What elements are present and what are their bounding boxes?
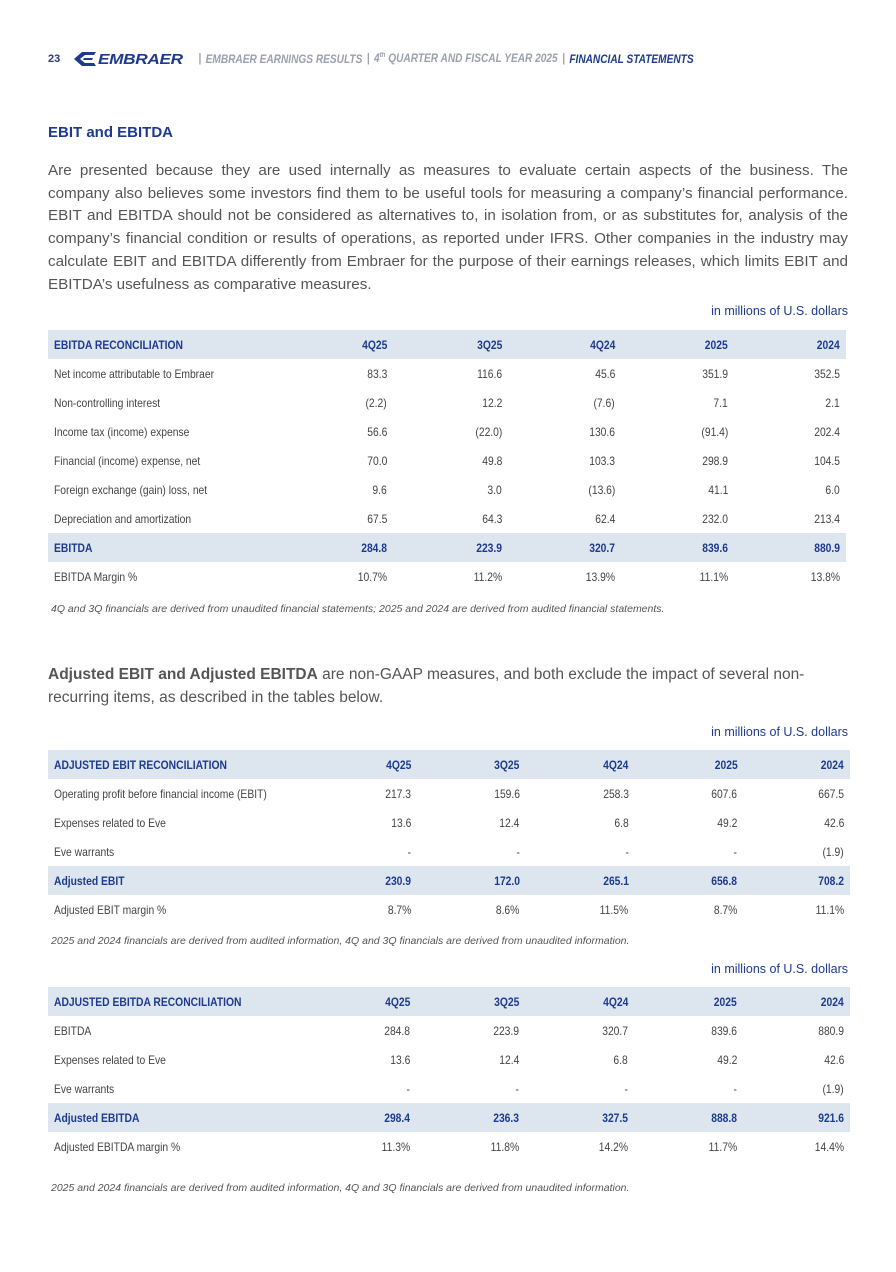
page-number: 23 [48, 53, 61, 65]
ebitda-reconciliation-table [48, 330, 846, 591]
cell-value: 116.6 [476, 366, 502, 381]
cell-value: 11.5% [600, 902, 629, 917]
cell-value: 3Q25 [393, 330, 508, 359]
cell-value: 49.8 [481, 453, 502, 468]
cell-value: 8.7% [387, 902, 412, 917]
embraer-logo-icon [74, 50, 96, 68]
cell-value: 213.4 [814, 511, 840, 526]
table-total-row [48, 533, 846, 562]
row-label: Adjusted EBITDA margin % [54, 1139, 181, 1154]
cell-value: 2025 [621, 330, 734, 359]
page-header [48, 46, 762, 72]
breadcrumb-report: EMBRAER EARNINGS RESULTS [205, 53, 363, 66]
row-label: Eve warrants [54, 844, 115, 859]
cell-value: 104.5 [814, 453, 840, 468]
cell-value: 9.6 [372, 482, 387, 497]
cell-value: - [516, 844, 520, 859]
cell-value: 8.6% [496, 902, 520, 917]
cell-value: (22.0) [475, 424, 502, 439]
cell-value: 2024 [734, 330, 846, 359]
cell-value: 11.1% [699, 569, 728, 584]
cell-value: 839.6 [711, 1023, 737, 1038]
cell-value: 351.9 [702, 366, 728, 381]
cell-value: 64.3 [481, 511, 502, 526]
cell-value: 236.3 [416, 1103, 525, 1132]
row-label: Depreciation and amortization [54, 511, 192, 526]
cell-value: 49.2 [716, 1052, 737, 1067]
units-label: in millions of U.S. dollars [711, 725, 848, 739]
units-label: in millions of U.S. dollars [711, 304, 848, 318]
cell-value: 8.7% [713, 902, 738, 917]
cell-value: 49.2 [717, 815, 738, 830]
cell-value: 62.4 [594, 511, 615, 526]
cell-value: 11.3% [381, 1139, 410, 1154]
cell-value: 217.3 [385, 786, 412, 801]
cell-value: 56.6 [366, 424, 387, 439]
row-label: Expenses related to Eve [54, 1052, 166, 1067]
cell-value: 83.3 [366, 366, 387, 381]
cell-value: 11.8% [490, 1139, 519, 1154]
row-label: EBITDA [48, 533, 283, 562]
units-label: in millions of U.S. dollars [711, 962, 848, 976]
cell-value: (1.9) [822, 1081, 844, 1096]
cell-value: 13.6 [391, 815, 412, 830]
row-label: Non-controlling interest [54, 395, 161, 410]
cell-value: - [515, 1081, 519, 1096]
cell-value: 284.8 [283, 533, 393, 562]
cell-value: 3Q25 [416, 987, 525, 1016]
cell-value: 14.4% [814, 1139, 844, 1154]
cell-value: 103.3 [589, 453, 615, 468]
table-margin-row [48, 895, 850, 924]
table-row [48, 417, 846, 446]
row-label: Eve warrants [54, 1081, 115, 1096]
cell-value: 880.9 [734, 533, 846, 562]
cell-value: (13.6) [588, 482, 615, 497]
table-note: 2025 and 2024 financials are derived from audited information, 4Q and 3Q financials are derived from unaudited information. [51, 1182, 630, 1194]
row-label: Net income attributable to Embraer [54, 366, 215, 381]
breadcrumb-period: 4th QUARTER AND FISCAL YEAR 2025 [373, 52, 558, 66]
row-label: Foreign exchange (gain) loss, net [54, 482, 208, 497]
cell-value: 921.6 [743, 1103, 850, 1132]
cell-value: 3Q25 [417, 750, 526, 779]
table-total-row [48, 1103, 850, 1132]
cell-value: 232.0 [702, 511, 728, 526]
table-note: 2025 and 2024 financials are derived from audited information, 4Q and 3Q financials are derived from unaudited information. [51, 935, 630, 947]
adjusted-ebitda-table [48, 987, 850, 1161]
table-row [48, 359, 846, 388]
cell-value: 3.0 [487, 482, 502, 497]
cell-value: 12.2 [481, 395, 502, 410]
logo-wordmark: EMBRAER [98, 50, 184, 68]
cell-value: - [624, 1081, 628, 1096]
cell-value: - [407, 844, 412, 859]
cell-value: 13.9% [585, 569, 615, 584]
section-paragraph: Are presented because they are used internally as measures to evaluate certain aspects of the business. The company also believes some investors find them to be useful tools for measuring a company’s financial performance. EBIT and EBITDA should not be considered as alternatives to, in isolation from, or as substitutes for, analysis of the company’s financial condition or results of operations, as reported under IFRS. Other companies in the industry may calculate EBIT and EBITDA differently from Embraer for the purpose of their earnings releases, which limits EBIT and EBITDA’s usefulness as comparative measures. [48, 162, 848, 293]
cell-value: 667.5 [818, 786, 844, 801]
cell-value: 258.3 [602, 786, 629, 801]
cell-value: (2.2) [365, 395, 387, 410]
row-label: Operating profit before financial income (EBIT) [54, 786, 267, 801]
cell-value: 4Q25 [283, 330, 393, 359]
adjusted-ebit-table [48, 750, 850, 924]
table-header [48, 987, 850, 1016]
cell-value: 2025 [635, 750, 744, 779]
table-row [48, 1045, 850, 1074]
cell-value: 4Q24 [508, 330, 621, 359]
cell-value: 13.6 [389, 1052, 410, 1067]
cell-value: 130.6 [589, 424, 615, 439]
row-label: Expenses related to Eve [54, 815, 166, 830]
cell-value: 45.6 [594, 366, 615, 381]
cell-value: 7.1 [713, 395, 728, 410]
table-row [48, 1074, 850, 1103]
cell-value: 298.9 [702, 453, 728, 468]
cell-value: 2024 [743, 750, 850, 779]
cell-value: 320.7 [508, 533, 621, 562]
cell-value: 2025 [634, 987, 743, 1016]
cell-value: 352.5 [814, 366, 840, 381]
cell-value: 6.8 [613, 1052, 628, 1067]
cell-value: 656.8 [635, 866, 744, 895]
cell-value: 67.5 [366, 511, 387, 526]
cell-value: 11.1% [815, 902, 844, 917]
cell-value: 223.9 [393, 533, 508, 562]
table-row [48, 504, 846, 533]
table-header [48, 750, 850, 779]
table-total-row [48, 866, 850, 895]
row-label: EBITDA [54, 1023, 92, 1038]
row-label: EBITDA RECONCILIATION [48, 330, 283, 359]
table-row [48, 808, 850, 837]
cell-value: 202.4 [814, 424, 840, 439]
cell-value: 42.6 [823, 1052, 844, 1067]
row-label: ADJUSTED EBIT RECONCILIATION [48, 750, 307, 779]
cell-value: 12.4 [499, 815, 520, 830]
cell-value: 11.2% [473, 569, 502, 584]
cell-value: 11.7% [708, 1139, 737, 1154]
cell-value: 327.5 [525, 1103, 634, 1132]
cell-value: 839.6 [621, 533, 734, 562]
cell-value: 70.0 [366, 453, 387, 468]
table-note: 4Q and 3Q financials are derived from unaudited financial statements; 2025 and 2024 are derived from audited financial statements. [51, 603, 665, 615]
cell-value: 6.0 [825, 482, 840, 497]
cell-value: - [733, 844, 738, 859]
cell-value: 265.1 [526, 866, 635, 895]
cell-value: 4Q25 [306, 987, 416, 1016]
cell-value: 6.8 [614, 815, 629, 830]
cell-value: 708.2 [743, 866, 850, 895]
cell-value: 320.7 [602, 1023, 628, 1038]
row-label: Adjusted EBIT margin % [54, 902, 167, 917]
cell-value: 10.7% [357, 569, 387, 584]
cell-value: 4Q25 [307, 750, 417, 779]
table-row [48, 446, 846, 475]
table-margin-row [48, 1132, 850, 1161]
cell-value: 42.6 [823, 815, 844, 830]
row-label: EBITDA Margin % [54, 569, 138, 584]
cell-value: 2024 [743, 987, 850, 1016]
table-row [48, 779, 850, 808]
cell-value: - [625, 844, 629, 859]
cell-value: 14.2% [598, 1139, 628, 1154]
row-label: ADJUSTED EBITDA RECONCILIATION [48, 987, 306, 1016]
table-margin-row [48, 562, 846, 591]
table-header [48, 330, 846, 359]
cell-value: 230.9 [307, 866, 417, 895]
cell-value: (1.9) [822, 844, 844, 859]
cell-value: 888.8 [634, 1103, 743, 1132]
cell-value: 41.1 [707, 482, 728, 497]
cell-value: 12.4 [498, 1052, 519, 1067]
cell-value: 159.6 [494, 786, 520, 801]
cell-value: 880.9 [818, 1023, 844, 1038]
cell-value: - [406, 1081, 410, 1096]
breadcrumb: | EMBRAER EARNINGS RESULTS | 4th QUARTER AND FISCAL YEAR 2025 | FINANCIAL STATEMENTS [198, 52, 694, 66]
table-row [48, 1016, 850, 1045]
cell-value: (7.6) [593, 395, 615, 410]
cell-value: 4Q24 [526, 750, 635, 779]
cell-value: 223.9 [493, 1023, 519, 1038]
table-row [48, 475, 846, 504]
table-row [48, 388, 846, 417]
cell-value: 4Q24 [525, 987, 634, 1016]
row-label: Adjusted EBITDA [48, 1103, 306, 1132]
cell-value: 2.1 [825, 395, 840, 410]
row-label: Adjusted EBIT [48, 866, 307, 895]
adjusted-intro: Adjusted EBIT and Adjusted EBITDA are non-GAAP measures, and both exclude the impact of several non-recurring items, as described in the tables below. [48, 666, 805, 706]
row-label: Income tax (income) expense [54, 424, 190, 439]
cell-value: 172.0 [417, 866, 526, 895]
table-row [48, 837, 850, 866]
cell-value: 298.4 [306, 1103, 416, 1132]
breadcrumb-section: FINANCIAL STATEMENTS [569, 53, 694, 66]
row-label: Financial (income) expense, net [54, 453, 201, 468]
cell-value: 607.6 [711, 786, 738, 801]
cell-value: - [733, 1081, 737, 1096]
embraer-logo [74, 50, 186, 68]
cell-value: (91.4) [701, 424, 728, 439]
section-title: EBIT and EBITDA [48, 124, 174, 141]
cell-value: 13.8% [810, 569, 840, 584]
cell-value: 284.8 [384, 1023, 410, 1038]
